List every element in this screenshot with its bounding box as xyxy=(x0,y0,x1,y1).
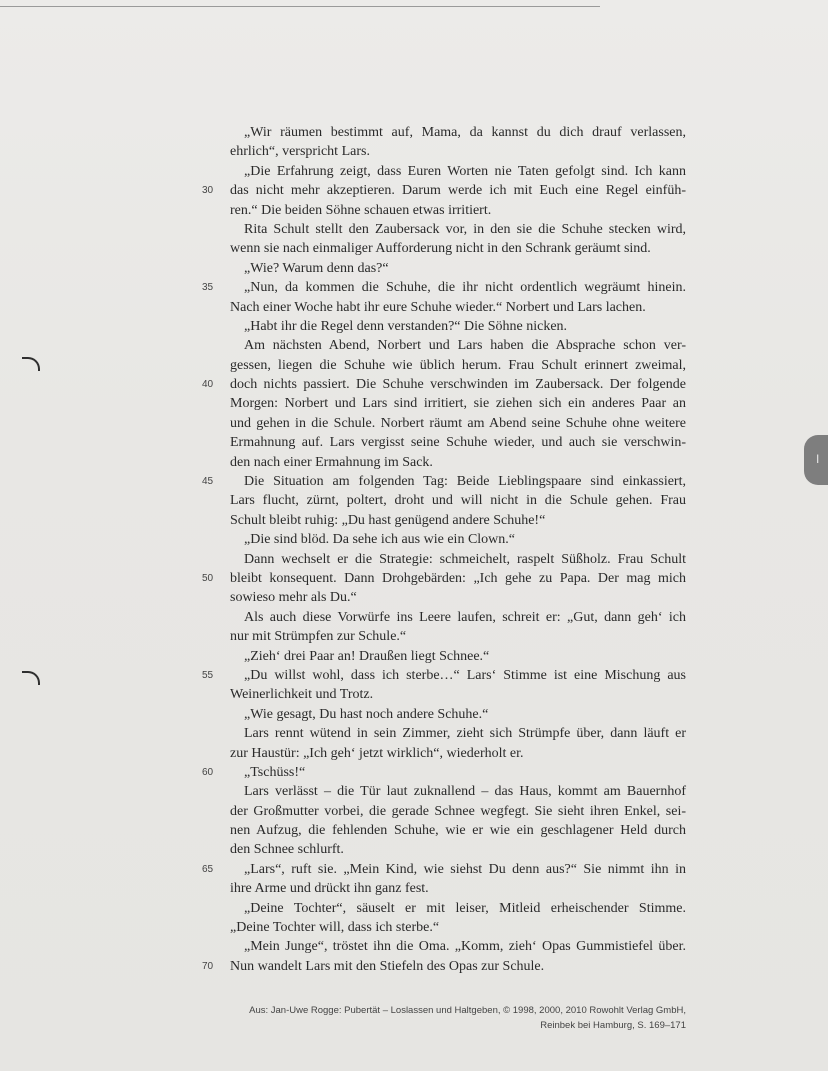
text-line xyxy=(230,356,686,375)
line-number: 40 xyxy=(202,379,214,391)
text-line xyxy=(202,375,686,394)
line-number: 70 xyxy=(202,960,214,972)
text-line xyxy=(230,685,686,704)
text-line xyxy=(230,782,686,801)
text-line xyxy=(230,317,686,336)
text-line-content: Morgen: Norbert und Lars sind irritiert, sie ziehen sich ein anderes Paar an xyxy=(230,396,686,412)
line-number: 30 xyxy=(202,185,214,197)
text-line-content: „Deine Tochter will, dass ich sterbe.“ xyxy=(230,920,440,936)
text-line-content: Dann wechselt er die Strategie: schmeichelt, raspelt Süßholz. Frau Schult xyxy=(244,551,686,567)
text-line-content: Ermahnung auf. Lars vergisst seine Schuhe wieder, und auch sie verschwin- xyxy=(230,435,686,451)
text-line-content: nur mit Strümpfen zur Schule.“ xyxy=(230,629,407,645)
text-line-content: „Wie? Warum denn das?“ xyxy=(244,260,389,276)
text-line xyxy=(230,724,686,743)
source-line-2: Reinbek bei Hamburg, S. 169–171 xyxy=(540,1020,686,1031)
margin-hook-mark-bottom xyxy=(22,671,40,685)
text-line-content: ehrlich“, verspricht Lars. xyxy=(230,144,370,160)
chapter-tab-label: I xyxy=(816,452,820,466)
text-line xyxy=(230,918,686,937)
text-line-content: Lars flucht, zürnt, poltert, droht und will nicht in die Schule gehen. Frau xyxy=(230,493,686,509)
text-line-content: ihre Arme und drückt ihn ganz fest. xyxy=(230,881,429,897)
text-line xyxy=(230,550,686,569)
chapter-tab-marker xyxy=(804,435,828,485)
text-line-content: bleibt konsequent. Dann Drohgebärden: „Ich gehe zu Papa. Der mag mich xyxy=(230,570,686,586)
line-number: 55 xyxy=(202,669,214,681)
text-line xyxy=(230,937,686,956)
text-line-content: Schult bleibt ruhig: „Du hast genügend andere Schuhe!“ xyxy=(230,512,546,528)
text-line xyxy=(230,123,686,142)
text-line xyxy=(230,394,686,413)
text-line xyxy=(202,181,686,200)
text-line-content: Lars rennt wütend in sein Zimmer, zieht sich Strümpfe über, dann läuft er xyxy=(244,726,686,742)
text-line xyxy=(230,220,686,239)
text-line xyxy=(202,763,686,782)
text-line xyxy=(202,666,686,685)
text-line xyxy=(230,744,686,763)
text-line-content: „Du willst wohl, dass ich sterbe…“ Lars‘ Stimme ist eine Mischung aus xyxy=(244,667,686,683)
text-line xyxy=(230,588,686,607)
text-line xyxy=(230,453,686,472)
text-line-content: Nach einer Woche habt ihr eure Schuhe wieder.“ Norbert und Lars lachen. xyxy=(230,299,646,315)
source-citation xyxy=(240,1003,686,1033)
text-line-content: „Lars“, ruft sie. „Mein Kind, wie siehst Du denn aus?“ Sie nimmt ihn in xyxy=(244,861,686,877)
line-number: 60 xyxy=(202,766,214,778)
text-line xyxy=(230,239,686,258)
text-line xyxy=(230,840,686,859)
text-line xyxy=(230,259,686,278)
text-line-content: „Tschüss!“ xyxy=(244,764,306,780)
text-line-content: den nach einer Ermahnung im Sack. xyxy=(230,454,433,470)
text-line xyxy=(202,860,686,879)
text-line-content: wenn sie nach einmaliger Aufforderung nicht in den Schrank geräumt sind. xyxy=(230,241,651,257)
text-line-content: „Wie gesagt, Du hast noch andere Schuhe.“ xyxy=(244,706,489,722)
text-line-content: Am nächsten Abend, Norbert und Lars haben die Absprache schon ver- xyxy=(244,338,686,354)
text-line-content: nen Aufzug, die fehlenden Schuhe, wie er wie ein geschlagener Held durch xyxy=(230,823,686,839)
text-line xyxy=(230,608,686,627)
text-line-content: „Mein Junge“, tröstet ihn die Oma. „Komm, zieh‘ Opas Gummistiefel über. xyxy=(244,939,686,955)
text-line xyxy=(202,278,686,297)
text-line-content: der Großmutter vorbei, die gerade Schnee wegfegt. Sie sieht ihren Enkel, sei- xyxy=(230,803,686,819)
text-line xyxy=(230,201,686,220)
text-line xyxy=(230,491,686,510)
line-number: 35 xyxy=(202,282,214,294)
text-line xyxy=(230,647,686,666)
text-line-content: „Nun, da kommen die Schuhe, die ihr nicht ordentlich wegräumt hinein. xyxy=(244,280,686,296)
text-line-content: Als auch diese Vorwürfe ins Leere laufen, schreit er: „Gut, dann geh‘ ich xyxy=(244,609,686,625)
text-line xyxy=(202,957,686,976)
line-number: 65 xyxy=(202,863,214,875)
line-number: 45 xyxy=(202,476,214,488)
text-line-content: sowieso mehr als Du.“ xyxy=(230,590,357,606)
text-line-content: und gehen in die Schule. Norbert räumt am Abend seine Schuhe ohne weitere xyxy=(230,415,686,431)
text-line-content: „Habt ihr die Regel denn verstanden?“ Die Söhne nicken. xyxy=(244,318,568,334)
text-line xyxy=(230,802,686,821)
text-line-content: den Schnee schlurft. xyxy=(230,842,344,858)
text-line xyxy=(202,472,686,491)
line-number: 50 xyxy=(202,572,214,584)
text-line-content: „Wir räumen bestimmt auf, Mama, da kannst du dich drauf verlassen, xyxy=(244,125,686,140)
text-line-content: „Die sind blöd. Da sehe ich aus wie ein Clown.“ xyxy=(244,532,515,548)
text-line xyxy=(230,879,686,898)
source-line-1: Aus: Jan-Uwe Rogge: Pubertät – Loslassen und Haltgeben, © 1998, 2000, 2010 Rowohlt Verlag GmbH, xyxy=(249,1005,686,1016)
text-line-content: Weinerlichkeit und Trotz. xyxy=(230,687,374,703)
text-line-content: zur Haustür: „Ich geh‘ jetzt wirklich“, wiederholt er. xyxy=(230,745,524,761)
text-line-content: ren.“ Die beiden Söhne schauen etwas irritiert. xyxy=(230,202,492,218)
text-line-content: Nun wandelt Lars mit den Stiefeln des Opas zur Schule. xyxy=(230,958,545,974)
text-line xyxy=(230,821,686,840)
text-line xyxy=(230,414,686,433)
margin-hook-mark-top xyxy=(22,357,40,371)
text-line-content: „Zieh‘ drei Paar an! Draußen liegt Schnee.“ xyxy=(244,648,490,664)
text-line xyxy=(230,336,686,355)
text-line-content: Die Situation am folgenden Tag: Beide Lieblingspaare sind einkassiert, xyxy=(244,474,686,490)
text-line-content: Rita Schult stellt den Zaubersack vor, in den sie die Schuhe stecken wird, xyxy=(244,221,686,237)
text-line xyxy=(230,705,686,724)
text-line-content: „Die Erfahrung zeigt, dass Euren Worten nie Taten gefolgt sind. Ich kann xyxy=(244,163,686,179)
text-line xyxy=(230,511,686,530)
text-line xyxy=(230,142,686,161)
text-line xyxy=(230,433,686,452)
top-rule xyxy=(0,6,600,7)
text-line-content: „Deine Tochter“, säuselt er mit leiser, Mitleid erheischender Stimme. xyxy=(244,900,686,916)
text-line-content: das nicht mehr akzeptieren. Darum werde ich mit Euch eine Regel einfüh- xyxy=(230,183,686,199)
text-line-content: doch nichts passiert. Die Schuhe verschwinden im Zaubersack. Der folgende xyxy=(230,377,686,393)
text-line xyxy=(230,162,686,181)
text-line xyxy=(230,627,686,646)
text-line xyxy=(230,899,686,918)
text-line-content: gessen, liegen die Schuhe wie üblich herum. Frau Schult erinnert zweimal, xyxy=(230,357,686,373)
text-line xyxy=(230,298,686,317)
text-line xyxy=(230,530,686,549)
story-text xyxy=(202,123,686,976)
text-line-content: Lars verlässt – die Tür laut zuknallend – das Haus, kommt am Bauernhof xyxy=(244,784,686,800)
text-line xyxy=(202,569,686,588)
